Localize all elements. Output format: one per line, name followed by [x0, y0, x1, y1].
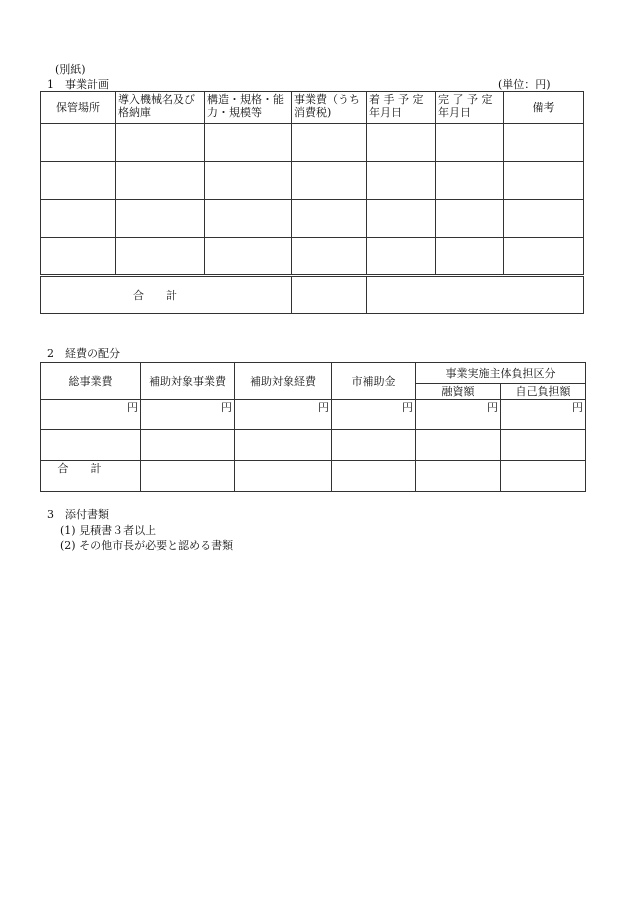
- cell: [504, 162, 584, 200]
- cell: [235, 430, 332, 461]
- cell: [416, 461, 501, 492]
- header-eligible-project-cost: 補助対象事業費: [141, 363, 235, 400]
- cell: [436, 162, 504, 200]
- cost-allocation-table: [40, 362, 586, 492]
- section3-heading: 3 添付書類: [47, 508, 109, 521]
- table-row: [41, 400, 586, 430]
- cell: [116, 124, 205, 162]
- header-spec: 構造・規格・能力・規模等: [205, 92, 292, 124]
- cell: [504, 238, 584, 276]
- cell: [41, 162, 116, 200]
- yen-cell: 円: [501, 400, 586, 430]
- cell: [367, 200, 436, 238]
- header-machine-name: 導入機械名及び格納庫: [116, 92, 205, 124]
- cell: [116, 162, 205, 200]
- cell: [367, 238, 436, 276]
- total-note: [367, 276, 584, 314]
- table-row: [41, 124, 584, 162]
- header-start-date: 着 手 予 定年月日: [367, 92, 436, 124]
- cell: [501, 461, 586, 492]
- header-loan: 融資額: [416, 384, 501, 400]
- header-row: [41, 363, 586, 384]
- header-eligible-expense: 補助対象経費: [235, 363, 332, 400]
- cell: [501, 430, 586, 461]
- attachment-label: (別紙): [55, 63, 86, 76]
- yen-cell: 円: [235, 400, 332, 430]
- cell: [367, 124, 436, 162]
- cell: [436, 200, 504, 238]
- header-row: [41, 92, 584, 124]
- cell: [205, 238, 292, 276]
- cell: [116, 238, 205, 276]
- cell: [292, 200, 367, 238]
- cell: [205, 124, 292, 162]
- cell: [416, 430, 501, 461]
- table-row: [41, 430, 586, 461]
- cell: [116, 200, 205, 238]
- header-end-date: 完 了 予 定年月日: [436, 92, 504, 124]
- header-self-burden: 自己負担額: [501, 384, 586, 400]
- project-plan-table: [40, 91, 584, 314]
- cell: [292, 124, 367, 162]
- total-row: [41, 461, 586, 492]
- header-burden-group: 事業実施主体負担区分: [416, 363, 586, 384]
- yen-cell: 円: [141, 400, 235, 430]
- total-label: 合計: [41, 461, 141, 492]
- total-value: [292, 276, 367, 314]
- cell: [141, 461, 235, 492]
- cell: [205, 162, 292, 200]
- cell: [436, 124, 504, 162]
- unit-label: (単位：円): [498, 78, 551, 91]
- cell: [41, 430, 141, 461]
- header-remarks: 備考: [504, 92, 584, 124]
- cell: [332, 430, 416, 461]
- table-row: [41, 200, 584, 238]
- header-total-cost: 総事業費: [41, 363, 141, 400]
- cell: [292, 162, 367, 200]
- table-row: [41, 238, 584, 276]
- cell: [205, 200, 292, 238]
- cell: [41, 124, 116, 162]
- header-city-subsidy: 市補助金: [332, 363, 416, 400]
- cell: [332, 461, 416, 492]
- cell: [504, 124, 584, 162]
- cell: [367, 162, 436, 200]
- total-label: 合計: [41, 276, 292, 314]
- cell: [235, 461, 332, 492]
- section1-heading: 1 事業計画: [47, 78, 109, 91]
- yen-cell: 円: [332, 400, 416, 430]
- cell: [292, 238, 367, 276]
- cell: [41, 200, 116, 238]
- attachment-item-1: (1) 見積書３者以上: [60, 524, 157, 537]
- yen-cell: 円: [41, 400, 141, 430]
- attachment-item-2: (2) その他市長が必要と認める書類: [60, 539, 234, 552]
- header-storage-location: 保管場所: [41, 92, 116, 124]
- header-project-cost: 事業費（うち消費税): [292, 92, 367, 124]
- cell: [141, 430, 235, 461]
- yen-cell: 円: [416, 400, 501, 430]
- section2-heading: 2 経費の配分: [47, 347, 120, 360]
- table-row: [41, 162, 584, 200]
- cell: [504, 200, 584, 238]
- total-row: [41, 276, 584, 314]
- cell: [41, 238, 116, 276]
- cell: [436, 238, 504, 276]
